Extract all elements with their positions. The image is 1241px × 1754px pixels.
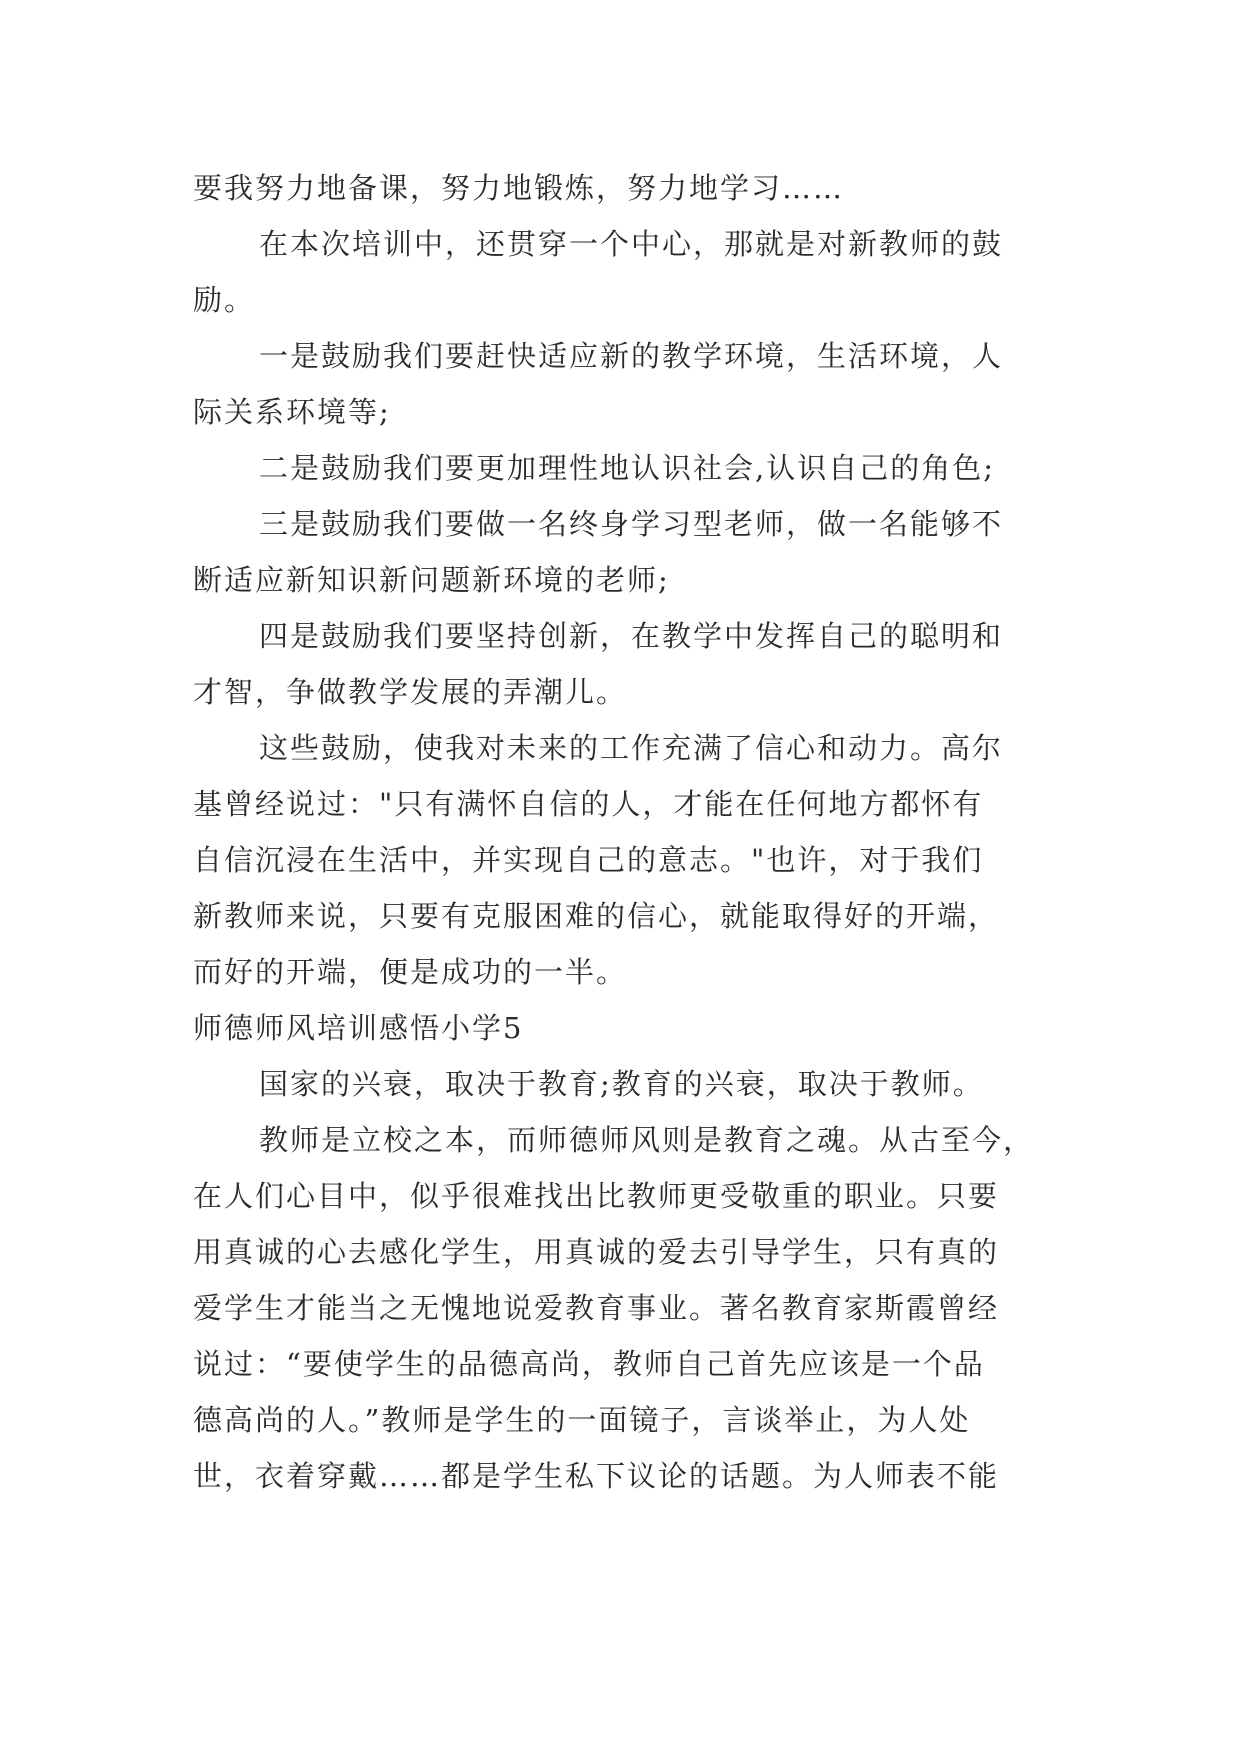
text-line: 爱学生才能当之无愧地说爱教育事业。著名教育家斯霞曾经	[193, 1291, 1000, 1325]
text-line: 在本次培训中，还贯穿一个中心，那就是对新教师的鼓	[259, 227, 1004, 261]
text-line: 四是鼓励我们要坚持创新，在教学中发挥自己的聪明和	[259, 619, 1004, 653]
text-line: 世，衣着穿戴……都是学生私下议论的话题。为人师表不能	[193, 1459, 1000, 1493]
text-line: 而好的开端，便是成功的一半。	[193, 955, 628, 989]
text-line: 一是鼓励我们要赶快适应新的教学环境，生活环境，人	[259, 339, 1004, 373]
text-line: 师德师风培训感悟小学5	[193, 1011, 524, 1045]
text-line: 断适应新知识新问题新环境的老师;	[193, 563, 670, 597]
text-line: 要我努力地备课，努力地锻炼，努力地学习……	[193, 171, 845, 205]
text-line: 教师是立校之本，而师德师风则是教育之魂。从古至今，	[259, 1123, 1035, 1157]
text-line: 自信沉浸在生活中，并实现自己的意志。"也许，对于我们	[193, 843, 984, 877]
text-line: 在人们心目中，似乎很难找出比教师更受敬重的职业。只要	[193, 1179, 1000, 1213]
text-line: 用真诚的心去感化学生，用真诚的爱去引导学生，只有真的	[193, 1235, 1000, 1269]
text-line: 国家的兴衰，取决于教育;教育的兴衰，取决于教师。	[259, 1067, 984, 1101]
text-line: 二是鼓励我们要更加理性地认识社会,认识自己的角色;	[259, 451, 995, 485]
text-line: 际关系环境等;	[193, 395, 391, 429]
document-body	[193, 160, 1053, 1504]
text-line: 基曾经说过："只有满怀自信的人，才能在任何地方都怀有	[193, 787, 984, 821]
text-line: 说过：“要使学生的品德高尚，教师自己首先应该是一个品	[193, 1347, 985, 1381]
text-line: 新教师来说，只要有克服困难的信心，就能取得好的开端，	[193, 899, 1000, 933]
text-line: 才智，争做教学发展的弄潮儿。	[193, 675, 628, 709]
text-line: 三是鼓励我们要做一名终身学习型老师，做一名能够不	[259, 507, 1004, 541]
text-line: 励。	[193, 283, 256, 317]
text-line: 这些鼓励，使我对未来的工作充满了信心和动力。高尔	[259, 731, 1004, 765]
text-line: 德高尚的人。”教师是学生的一面镜子，言谈举止，为人处	[193, 1403, 971, 1437]
